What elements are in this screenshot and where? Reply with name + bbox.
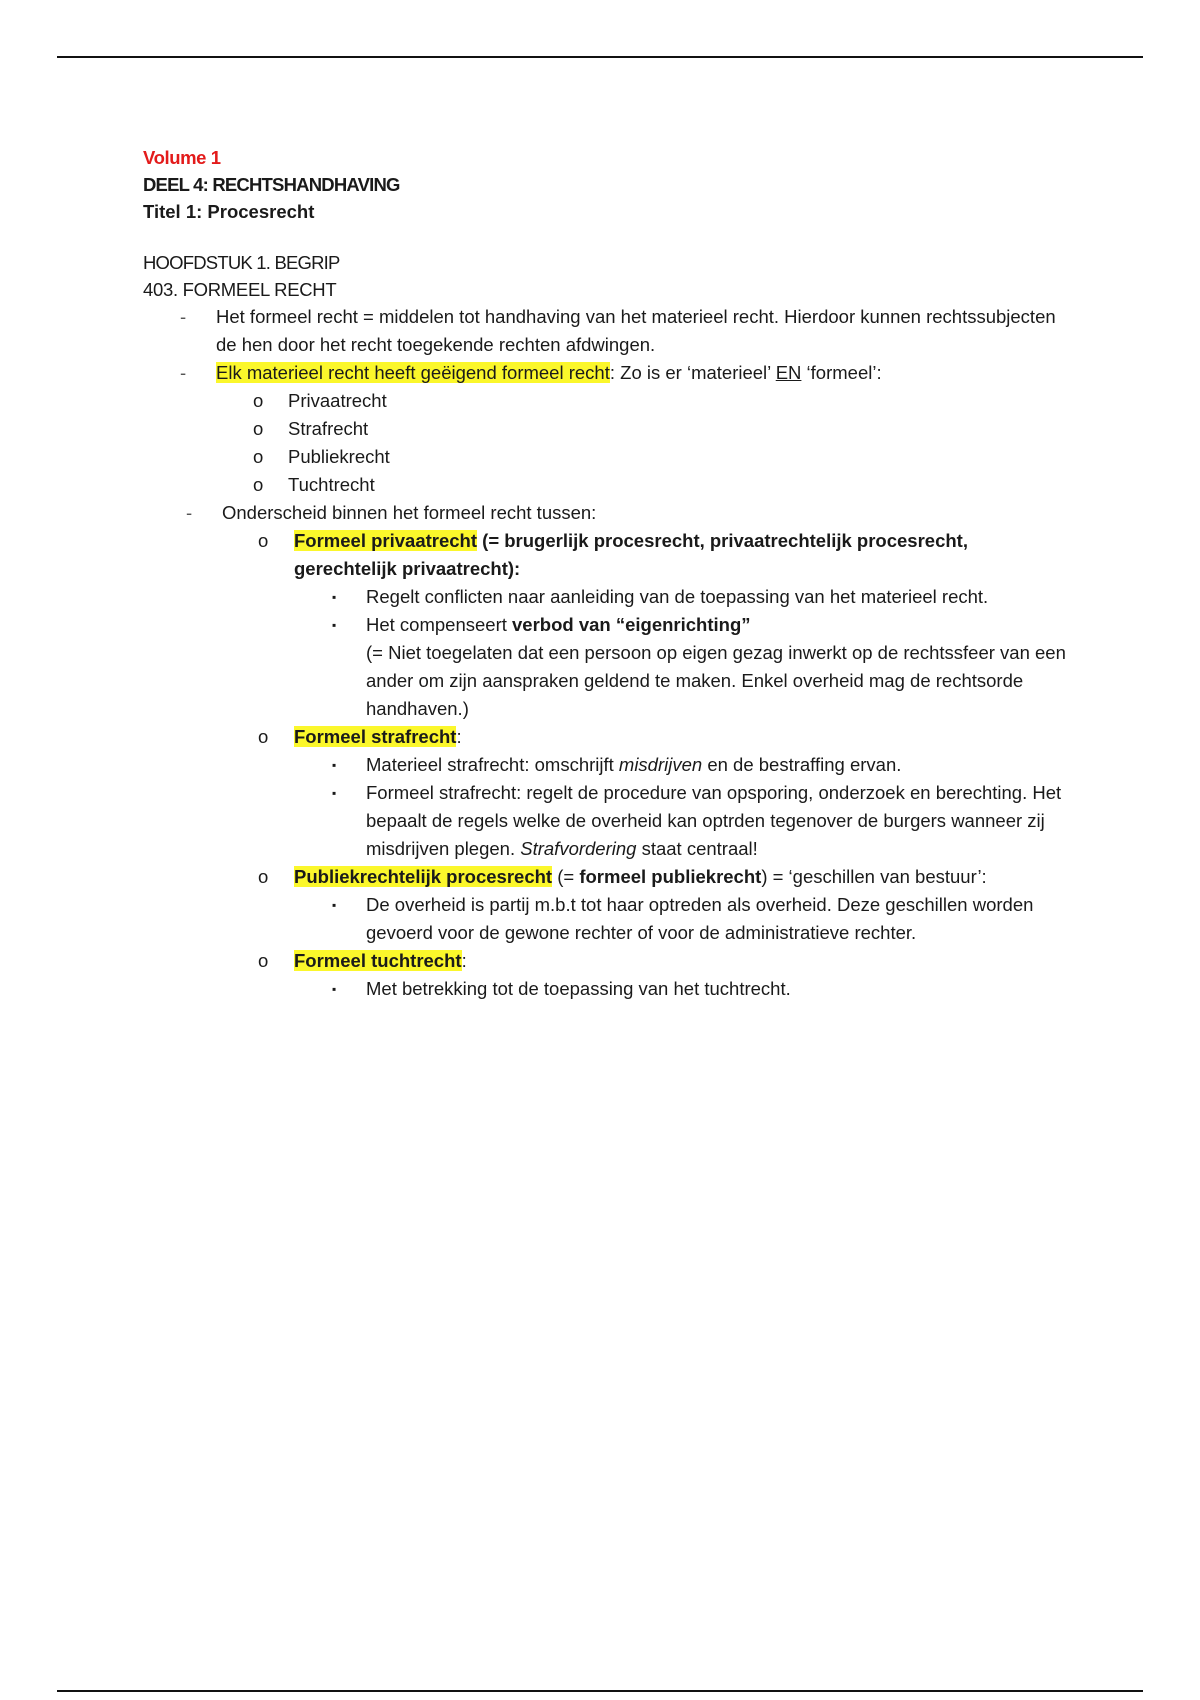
underlined-en: EN — [775, 362, 802, 383]
list-item: ▪ Het compenseert verbod van “eigenrichting” (= Niet toegelaten dat een persoon op eigen gezag inwerkt op de rechtssfeer van een ander om zijn aanspraken geldend te maken. Enkel overheid mag de rechtsorde handhaven.) — [143, 611, 1073, 723]
list-item: o Publiekrechtelijk procesrecht (= formeel publiekrecht) = ‘geschillen van bestuur’: — [143, 863, 1073, 891]
circle-bullet: o — [258, 866, 269, 887]
deel-heading: DEEL 4: RECHTSHANDHAVING — [143, 174, 400, 195]
bullet-text: Het formeel recht = middelen tot handhaving van het materieel recht. Hierdoor kunnen rechtssubjecten de hen door het recht toegekende rechten afdwingen. — [216, 306, 1056, 355]
highlight: Publiekrechtelijk procesrecht — [294, 866, 553, 887]
square-bullet: ▪ — [332, 982, 337, 996]
top-rule — [57, 56, 1143, 58]
list-item — [143, 303, 1073, 359]
list-item: ▪ Materieel strafrecht: omschrijft misdrijven en de bestraffing ervan. — [143, 751, 1073, 779]
document-body — [143, 144, 1073, 1003]
square-bullet: ▪ — [332, 758, 337, 772]
bottom-rule — [57, 1690, 1143, 1692]
highlight: Elk materieel recht heeft geëigend formeel recht — [216, 362, 610, 383]
chapter-heading: HOOFDSTUK 1. BEGRIP — [143, 252, 340, 273]
titel-heading: Titel 1: Procesrecht — [143, 201, 315, 222]
circle-bullet: o — [258, 726, 269, 747]
highlight: Formeel privaatrecht — [294, 530, 478, 551]
list-item: o Tuchtrecht — [143, 471, 1073, 499]
dash-bullet: - — [180, 362, 187, 383]
highlight: Formeel strafrecht — [294, 726, 457, 747]
highlight: Formeel tuchtrecht — [294, 950, 462, 971]
list-item: o Formeel strafrecht: — [143, 723, 1073, 751]
list-item — [143, 499, 1073, 527]
square-bullet: ▪ — [332, 786, 337, 800]
square-bullet: ▪ — [332, 618, 337, 632]
section-heading: 403. FORMEEL RECHT — [143, 279, 337, 300]
circle-bullet: o — [253, 446, 264, 467]
dash-bullet: - — [180, 306, 187, 327]
circle-bullet: o — [258, 530, 269, 551]
circle-bullet: o — [258, 950, 269, 971]
bullet-text: Onderscheid binnen het formeel recht tussen: — [222, 502, 597, 523]
list-item: ▪ De overheid is partij m.b.t tot haar optreden als overheid. Deze geschillen worden gevoerd voor de gewone rechter of voor de administratieve rechter. — [143, 891, 1073, 947]
list-item: o Strafrecht — [143, 415, 1073, 443]
dash-bullet: - — [186, 502, 193, 523]
list-item: o Publiekrecht — [143, 443, 1073, 471]
volume-heading: Volume 1 — [143, 147, 221, 168]
list-item: ▪ Regelt conflicten naar aanleiding van de toepassing van het materieel recht. — [143, 583, 1073, 611]
list-item: o Formeel tuchtrecht: — [143, 947, 1073, 975]
square-bullet: ▪ — [332, 590, 337, 604]
list-item: ▪ Formeel strafrecht: regelt de procedure van opsporing, onderzoek en berechting. Het bepaalt de regels welke de overheid kan optrden tegenover de burgers wanneer zij misdrijven plegen. Strafvordering staat centraal! — [143, 779, 1073, 863]
circle-bullet: o — [253, 418, 264, 439]
bullet-text: Elk materieel recht heeft geëigend formeel recht: Zo is er ‘materieel’ EN ‘formeel’: — [216, 362, 882, 383]
list-item: o Formeel privaatrecht (= brugerlijk procesrecht, privaatrechtelijk procesrecht, gerechtelijk privaatrecht): — [143, 527, 1073, 583]
circle-bullet: o — [253, 474, 264, 495]
list-item: o Privaatrecht — [143, 387, 1073, 415]
circle-bullet: o — [253, 390, 264, 411]
list-item — [143, 359, 1073, 387]
list-item: ▪ Met betrekking tot de toepassing van het tuchtrecht. — [143, 975, 1073, 1003]
square-bullet: ▪ — [332, 898, 337, 912]
